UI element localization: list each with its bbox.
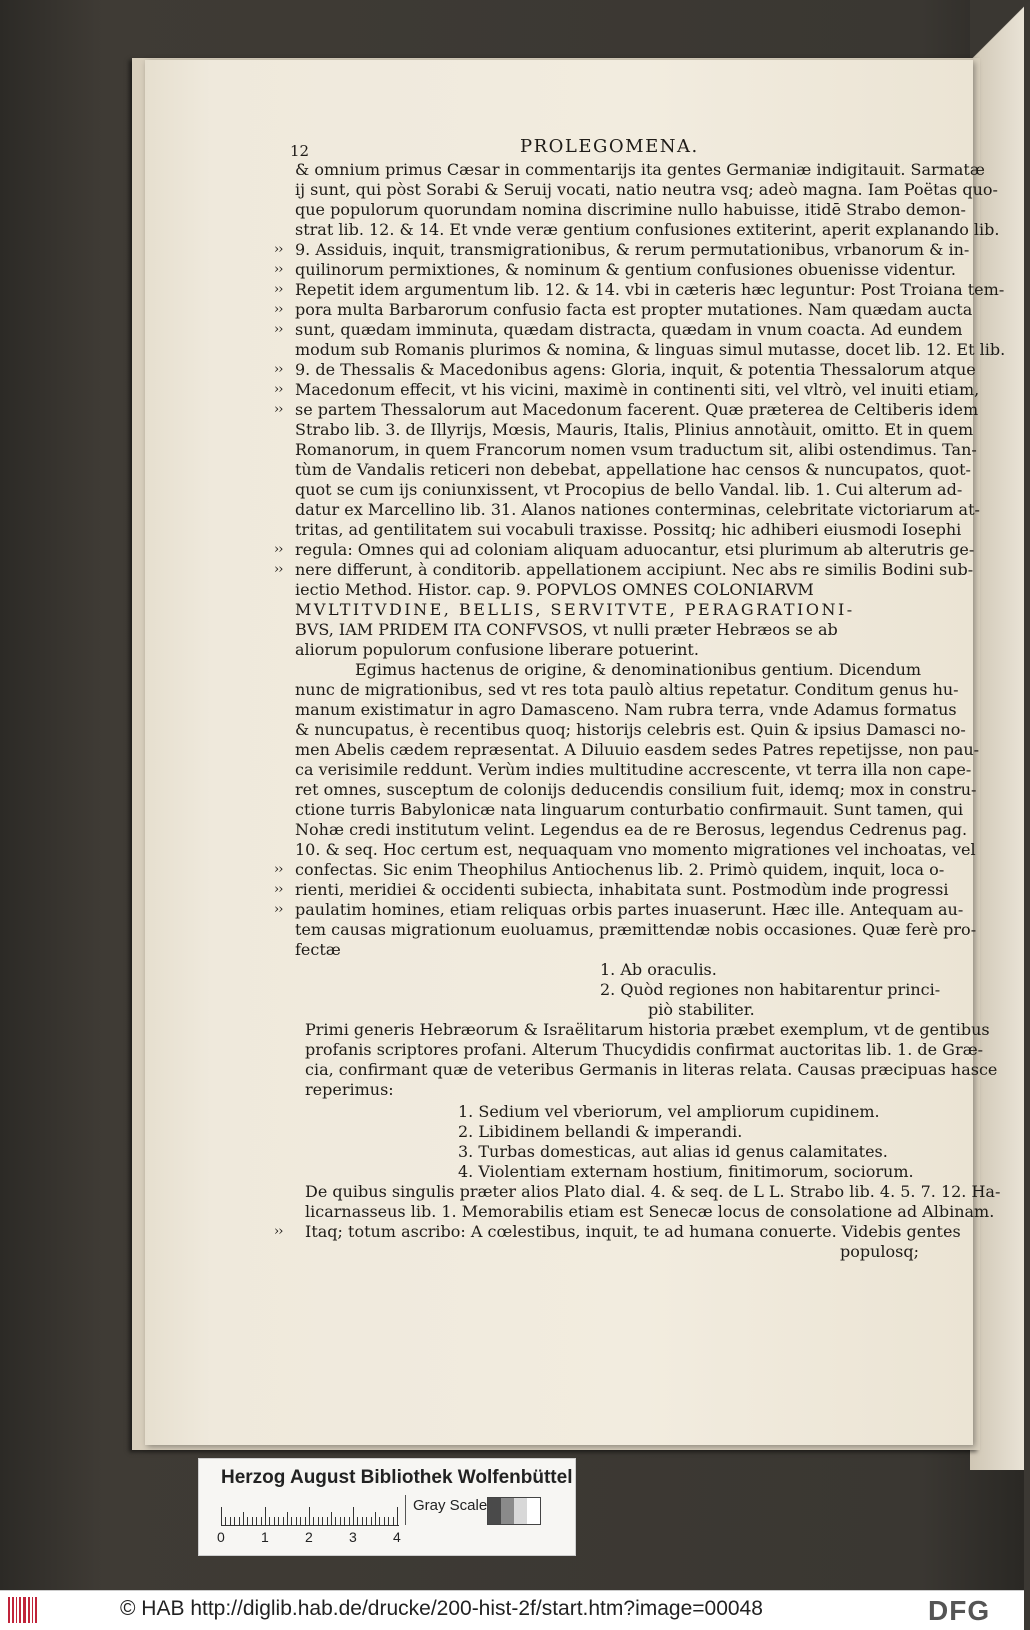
quote-mark: ›› bbox=[274, 322, 283, 337]
ruler-numbers bbox=[217, 1529, 407, 1549]
ruler-tick bbox=[331, 1512, 332, 1525]
ruler-tick bbox=[322, 1517, 323, 1525]
ruler-tick bbox=[353, 1507, 354, 1525]
ruler-tick bbox=[265, 1507, 266, 1525]
text-line: Egimus hactenus de origine, & denominationibus gentium. Dicendum bbox=[355, 660, 922, 679]
ruler-tick bbox=[340, 1517, 341, 1525]
ruler-tick bbox=[327, 1517, 328, 1525]
ruler-tick bbox=[296, 1517, 297, 1525]
text-line: quilinorum permixtiones, & nominum & gentium confusiones obuenisse videntur. bbox=[295, 260, 957, 279]
text-line: nunc de migrationibus, sed vt res tota paulò altius repetatur. Conditum genus hu- bbox=[295, 680, 959, 699]
ruler-tick bbox=[225, 1517, 226, 1525]
text-line: rienti, meridiei & occidenti subiecta, inhabitata sunt. Postmodùm inde progressi bbox=[295, 880, 949, 899]
text-line: ctione turris Babylonicæ nata linguarum conturbatio confirmauit. Sunt tamen, qui bbox=[295, 800, 964, 819]
ruler-tick bbox=[371, 1517, 372, 1525]
text-line: 2. Libidinem bellandi & imperandi. bbox=[458, 1122, 743, 1141]
text-line: cia, confirmant quæ de veteribus Germanis in literas relata. Causas præcipuas hasce bbox=[305, 1060, 998, 1079]
ruler-tick bbox=[344, 1517, 345, 1525]
text-line: se partem Thessalorum aut Macedonum facerent. Quæ præterea de Celtiberis idem bbox=[295, 400, 979, 419]
quote-mark: ›› bbox=[274, 262, 283, 277]
text-line: aliorum populorum confusione liberare potuerint. bbox=[295, 640, 699, 659]
quote-mark: ›› bbox=[274, 542, 283, 557]
text-line: modum sub Romanis plurimos & nomina, & linguas simul mutasse, docet lib. 12. Et lib. bbox=[295, 340, 1006, 359]
text-line: nere differunt, à conditorib. appellationem accipiunt. Nec abs re similis Bodini sub- bbox=[295, 560, 974, 579]
grayscale-swatch bbox=[487, 1497, 541, 1525]
ruler-tick bbox=[247, 1517, 248, 1525]
text-line: Primi generis Hebræorum & Israëlitarum historia præbet exemplum, vt de gentibus bbox=[305, 1020, 990, 1039]
ruler-number: 4 bbox=[393, 1529, 401, 1545]
text-line: Romanorum, in quem Francorum nomen vsum traductum sit, alibi ostendimus. Tan- bbox=[295, 440, 977, 459]
text-line: tùm de Vandalis reticeri non debebat, appellatione hac censos & nuncupatos, quot- bbox=[295, 460, 971, 479]
text-line: pora multa Barbarorum confusio facta est propter mutationes. Nam quædam aucta bbox=[295, 300, 973, 319]
text-line: fectæ bbox=[295, 940, 341, 959]
text-line: ret omnes, susceptum de colonijs deducendis consilium fuit, idemq; mox in constru- bbox=[295, 780, 977, 799]
ruler-tick bbox=[269, 1517, 270, 1525]
ruler-tick bbox=[283, 1517, 284, 1525]
ruler-tick bbox=[318, 1517, 319, 1525]
ruler-tick bbox=[379, 1517, 380, 1525]
quote-mark: ›› bbox=[274, 1224, 283, 1239]
quote-mark: ›› bbox=[274, 902, 283, 917]
text-line: que populorum quorundam nomina discrimine nullo habuisse, itidē Strabo demon- bbox=[295, 200, 966, 219]
ruler-tick bbox=[278, 1517, 279, 1525]
ruler-tick bbox=[366, 1517, 367, 1525]
text-line: MVLTITVDINE, BELLIS, SERVITVTE, PERAGRATIONI- bbox=[295, 600, 855, 619]
text-line: ij sunt, qui pòst Sorabi & Seruij vocati, natio neutra vsq; adeò magna. Iam Poëtas quo- bbox=[295, 180, 998, 199]
text-line: Nohæ credi institutum velint. Legendus ea de re Berosus, legendus Cedrenus pag. bbox=[295, 820, 968, 839]
text-line: 1. Sedium vel vberiorum, vel ampliorum cupidinem. bbox=[458, 1102, 880, 1121]
text-line: tritas, ad gentilitatem sui vocabuli traxisse. Possitq; hic adhiberi eiusmodi Iosephi bbox=[295, 520, 962, 539]
text-line: profanis scriptores profani. Alterum Thucydidis confirmat auctoritas lib. 1. de Græ- bbox=[305, 1040, 984, 1059]
ruler-tick bbox=[384, 1517, 385, 1525]
quote-mark: ›› bbox=[274, 302, 283, 317]
ruler-tick bbox=[230, 1517, 231, 1525]
ruler-tick bbox=[362, 1517, 363, 1525]
ruler-tick bbox=[287, 1512, 288, 1525]
dfg-logo: DFG bbox=[928, 1595, 991, 1626]
quote-mark: ›› bbox=[274, 382, 283, 397]
ruler-tick bbox=[300, 1517, 301, 1525]
ruler-tick bbox=[357, 1517, 358, 1525]
text-line: 9. de Thessalis & Macedonibus agens: Gloria, inquit, & potentia Thessalorum atque bbox=[295, 360, 976, 379]
copyright-url[interactable]: © HAB http://diglib.hab.de/drucke/200-hist-2f/start.htm?image=00048 bbox=[120, 1597, 763, 1620]
scale-card bbox=[198, 1458, 576, 1556]
ruler-number: 1 bbox=[261, 1529, 269, 1545]
library-name: Herzog August Bibliothek Wolfenbüttel bbox=[221, 1467, 573, 1488]
text-line: 3. Turbas domesticas, aut alias id genus calamitates. bbox=[458, 1142, 888, 1161]
barcode-icon bbox=[8, 1597, 46, 1623]
text-line: 10. & seq. Hoc certum est, nequaquam vno momento migrationes vel inchoatas, vel bbox=[295, 840, 976, 859]
ruler-tick bbox=[239, 1517, 240, 1525]
ruler-number: 3 bbox=[349, 1529, 357, 1545]
text-line: 9. Assiduis, inquit, transmigrationibus, & rerum permutationibus, vrbanorum & in- bbox=[295, 240, 970, 259]
ruler-tick bbox=[256, 1517, 257, 1525]
ruler-tick bbox=[397, 1507, 398, 1525]
ruler-tick bbox=[388, 1517, 389, 1525]
quote-mark: ›› bbox=[274, 562, 283, 577]
text-line: regula: Omnes qui ad coloniam aliquam aduocantur, etsi plurimum ab alterutris ge- bbox=[295, 540, 975, 559]
running-head: PROLEGOMENA. bbox=[520, 136, 699, 157]
ruler-tick bbox=[243, 1512, 244, 1525]
grayscale-label: Gray Scale bbox=[413, 1497, 488, 1514]
text-line: 2. Quòd regiones non habitarentur princi- bbox=[600, 980, 941, 999]
ruler bbox=[221, 1505, 399, 1526]
text-line: datur ex Marcellino lib. 31. Alanos nationes conterminas, celebritate victoriarum at- bbox=[295, 500, 980, 519]
text-line: iectio Method. Histor. cap. 9. POPVLOS OMNES COLONIARVM bbox=[295, 580, 814, 599]
quote-mark: ›› bbox=[274, 862, 283, 877]
ruler-tick bbox=[234, 1517, 235, 1525]
text-line: quot se cum ijs coniunxissent, vt Procopius de bello Vandal. lib. 1. Cui alterum ad- bbox=[295, 480, 963, 499]
text-line: & omnium primus Cæsar in commentarijs ita gentes Germaniæ indigitauit. Sarmatæ bbox=[295, 160, 985, 179]
quote-mark: ›› bbox=[274, 882, 283, 897]
text-line: Macedonum effecit, vt his vicini, maximè in continenti siti, vel vltrò, vel inuiti etiam, bbox=[295, 380, 980, 399]
ruler-tick bbox=[221, 1507, 222, 1525]
text-line: confectas. Sic enim Theophilus Antiochenus lib. 2. Primò quidem, inquit, loca o- bbox=[295, 860, 945, 879]
ruler-tick bbox=[393, 1517, 394, 1525]
text-line: ca verisimile reddunt. Verùm indies multitudine accrescente, vt terra illa non cape- bbox=[295, 760, 972, 779]
ruler-tick bbox=[305, 1517, 306, 1525]
ruler-separator bbox=[405, 1495, 406, 1525]
ruler-number: 2 bbox=[305, 1529, 313, 1545]
page-number: 12 bbox=[290, 142, 310, 160]
text-line: men Abelis cædem repræsentat. A Diluuio easdem sedes Patres repetijsse, non pau- bbox=[295, 740, 980, 759]
text-line: sunt, quædam imminuta, quædam distracta, quædam in vnum coacta. Ad eundem bbox=[295, 320, 963, 339]
ruler-tick bbox=[261, 1517, 262, 1525]
text-line: manum existimatur in agro Damasceno. Nam rubra terra, vnde Adamus formatus bbox=[295, 700, 957, 719]
quote-mark: ›› bbox=[274, 402, 283, 417]
ruler-tick bbox=[291, 1517, 292, 1525]
text-line: & nuncupatus, è recentibus quoq; historijs celebris est. Quin & ipsius Damasci no- bbox=[295, 720, 966, 739]
text-line: Itaq; totum ascribo: A cœlestibus, inquit, te ad humana conuerte. Videbis gentes bbox=[305, 1222, 961, 1241]
ruler-tick bbox=[252, 1517, 253, 1525]
ruler-tick bbox=[309, 1507, 310, 1525]
quote-mark: ›› bbox=[274, 282, 283, 297]
text-line: 1. Ab oraculis. bbox=[600, 960, 717, 979]
text-line: piò stabiliter. bbox=[648, 1000, 755, 1019]
text-line: populosq; bbox=[839, 1242, 919, 1261]
text-line: paulatim homines, etiam reliquas orbis partes inuaserunt. Hæc ille. Antequam au- bbox=[295, 900, 964, 919]
ruler-tick bbox=[349, 1517, 350, 1525]
text-line: tem causas migrationum euoluamus, præmittendæ nobis occasiones. Quæ ferè pro- bbox=[295, 920, 977, 939]
text-line: De quibus singulis præter alios Plato dial. 4. & seq. de L L. Strabo lib. 4. 5. 7. 12. Ha- bbox=[305, 1182, 1001, 1201]
text-line: licarnasseus lib. 1. Memorabilis etiam est Senecæ locus de consolatione ad Albinam. bbox=[305, 1202, 995, 1221]
quote-mark: ›› bbox=[274, 242, 283, 257]
text-line: Strabo lib. 3. de Illyrijs, Mœsis, Mauris, Italis, Plinius annotàuit, omitto. Et in quem bbox=[295, 420, 974, 439]
text-line: Repetit idem argumentum lib. 12. & 14. vbi in cæteris hæc leguntur: Post Troiana tem- bbox=[295, 280, 1005, 299]
text-line: 4. Violentiam externam hostium, finitimorum, sociorum. bbox=[458, 1162, 914, 1181]
text-line: BVS, IAM PRIDEM ITA CONFVSOS, vt nulli præter Hebræos se ab bbox=[295, 620, 838, 639]
ruler-tick bbox=[375, 1512, 376, 1525]
quote-mark: ›› bbox=[274, 362, 283, 377]
ruler-tick bbox=[274, 1517, 275, 1525]
ruler-number: 0 bbox=[217, 1529, 225, 1545]
text-line: reperimus: bbox=[305, 1080, 394, 1099]
ruler-tick bbox=[313, 1517, 314, 1525]
footer-bar bbox=[0, 1590, 1024, 1630]
ruler-tick bbox=[335, 1517, 336, 1525]
text-line: strat lib. 12. & 14. Et vnde veræ gentium confusiones extiterint, aperit explanando lib. bbox=[295, 220, 1000, 239]
